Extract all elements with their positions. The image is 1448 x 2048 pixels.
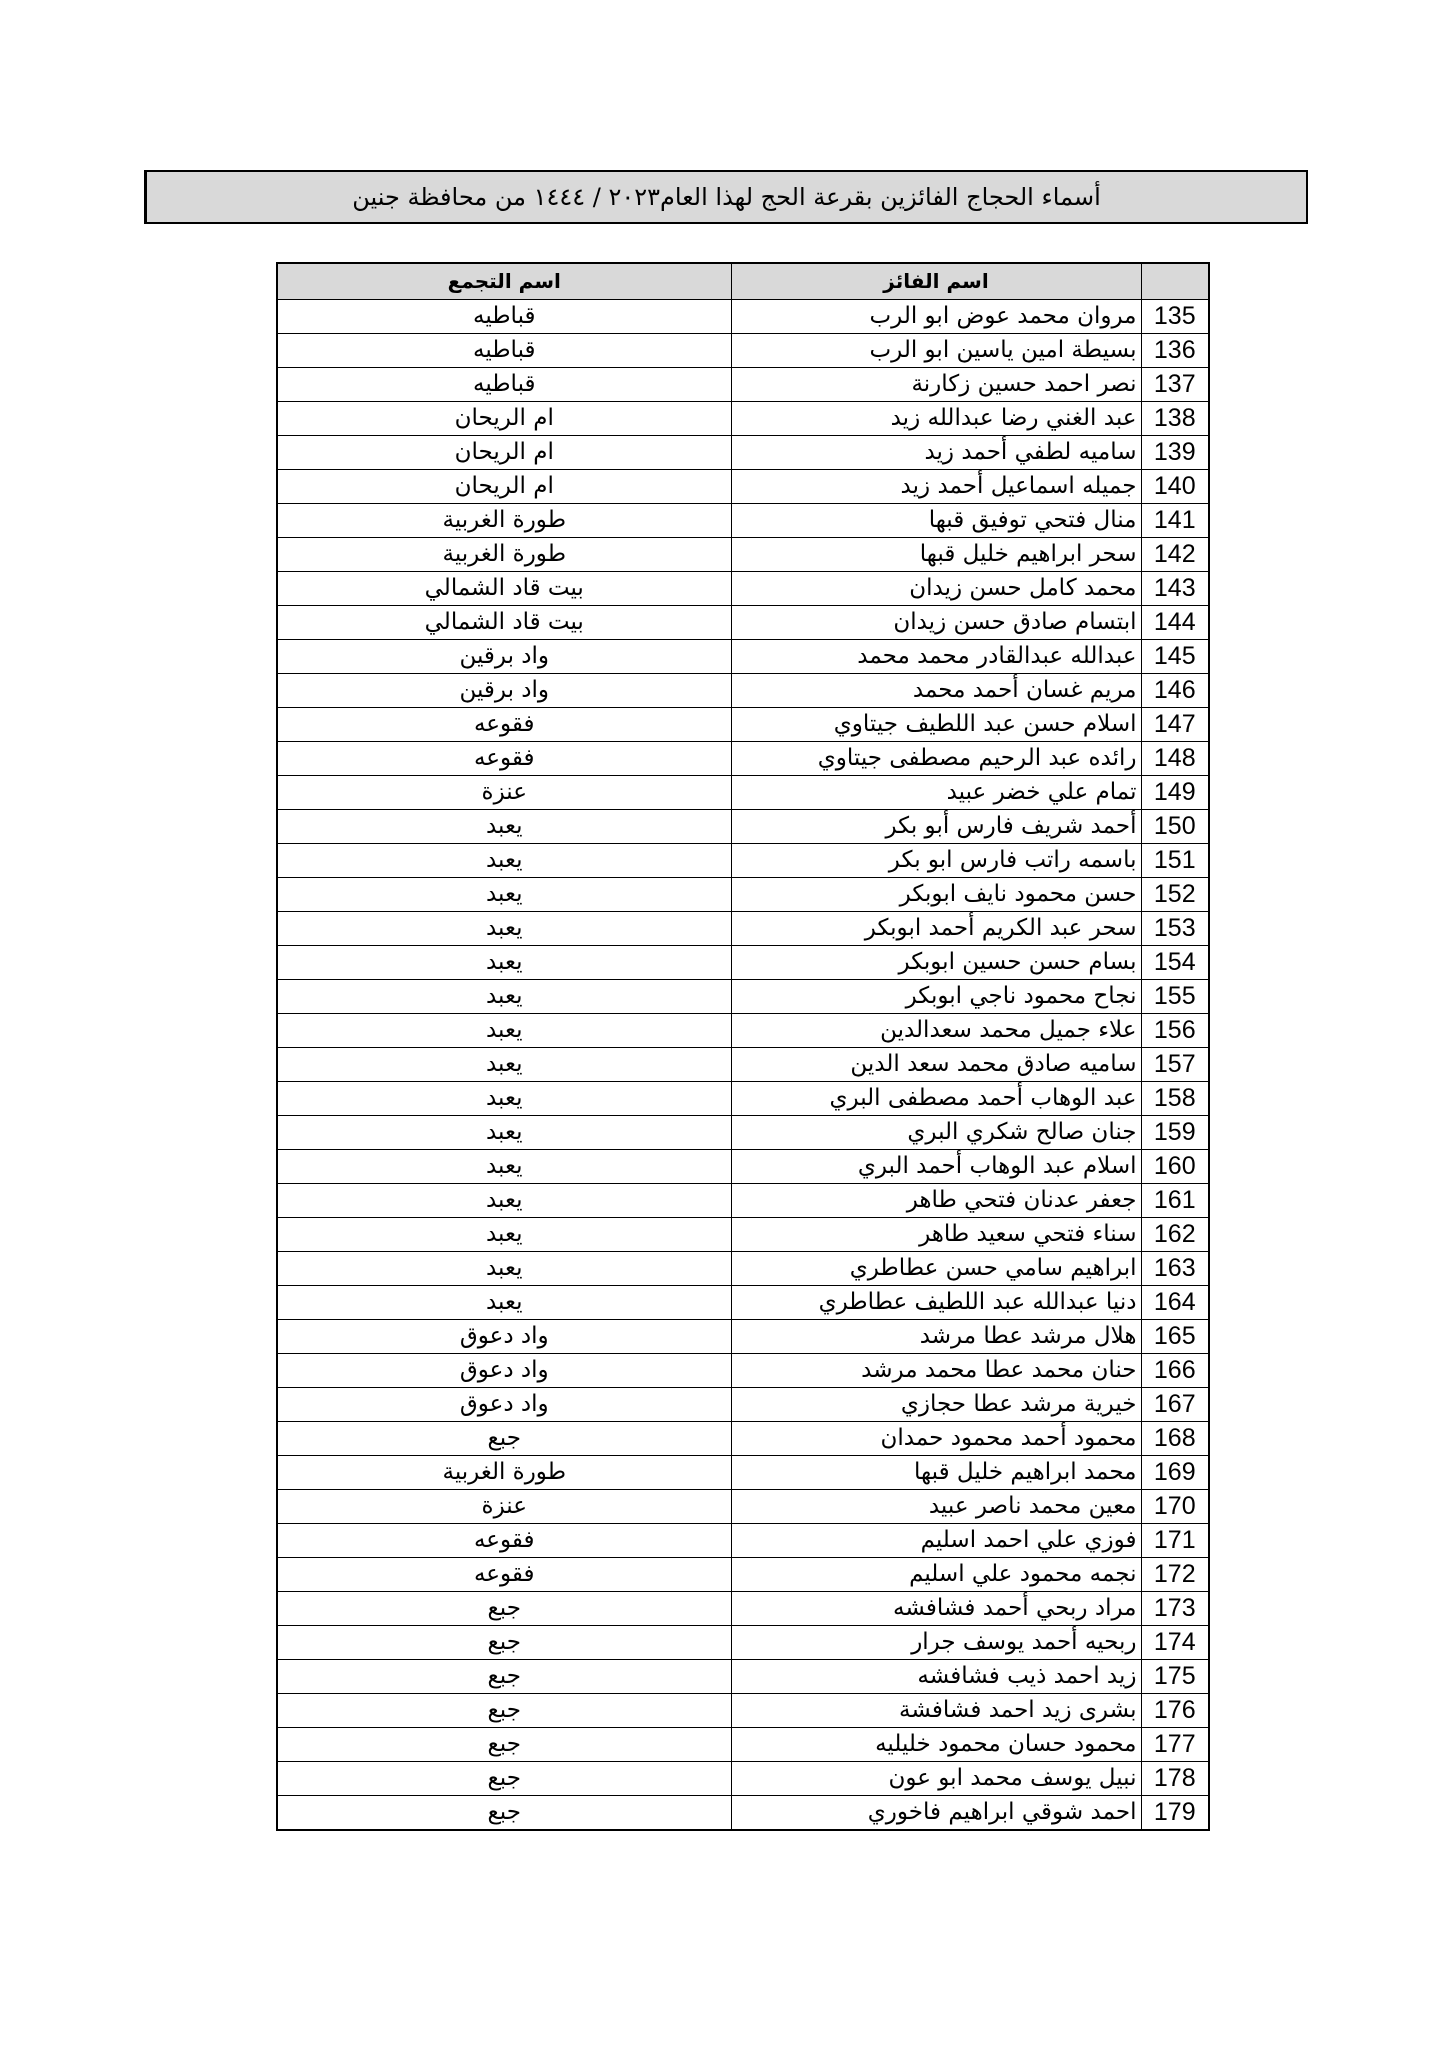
group-name: يعبد: [277, 1149, 731, 1183]
table-row: [277, 1319, 1209, 1353]
winner-name: محمد كامل حسن زيدان: [731, 571, 1141, 605]
group-name: فقوعه: [277, 741, 731, 775]
table-row: [277, 1387, 1209, 1421]
group-name: قباطيه: [277, 299, 731, 333]
table-row: [277, 1047, 1209, 1081]
table-row: [277, 911, 1209, 945]
table-row: [277, 639, 1209, 673]
winner-name: اسلام حسن عبد اللطيف جيتاوي: [731, 707, 1141, 741]
winner-name: نجاح محمود ناجي ابوبكر: [731, 979, 1141, 1013]
row-number: 173: [1141, 1591, 1209, 1625]
row-number: 140: [1141, 469, 1209, 503]
row-number: 154: [1141, 945, 1209, 979]
group-name: فقوعه: [277, 1523, 731, 1557]
winner-name: علاء جميل محمد سعدالدين: [731, 1013, 1141, 1047]
winner-name: تمام علي خضر عبيد: [731, 775, 1141, 809]
header-group: اسم التجمع: [277, 263, 731, 299]
winner-name: عبد الوهاب أحمد مصطفى البري: [731, 1081, 1141, 1115]
group-name: بيت قاد الشمالي: [277, 571, 731, 605]
table-row: [277, 1591, 1209, 1625]
table-row: [277, 571, 1209, 605]
group-name: ام الريحان: [277, 435, 731, 469]
table-row: [277, 1795, 1209, 1830]
winner-name: دنيا عبدالله عبد اللطيف عطاطري: [731, 1285, 1141, 1319]
group-name: بيت قاد الشمالي: [277, 605, 731, 639]
table-header: [277, 263, 1209, 299]
group-name: ام الريحان: [277, 401, 731, 435]
row-number: 164: [1141, 1285, 1209, 1319]
table-row: [277, 469, 1209, 503]
winner-name: نبيل يوسف محمد ابو عون: [731, 1761, 1141, 1795]
winner-name: فوزي علي احمد اسليم: [731, 1523, 1141, 1557]
table-row: [277, 1693, 1209, 1727]
group-name: طورة الغربية: [277, 503, 731, 537]
group-name: عنزة: [277, 1489, 731, 1523]
group-name: قباطيه: [277, 367, 731, 401]
table-row: [277, 1149, 1209, 1183]
winner-name: رائده عبد الرحيم مصطفى جيتاوي: [731, 741, 1141, 775]
row-number: 157: [1141, 1047, 1209, 1081]
winner-name: حسن محمود نايف ابوبكر: [731, 877, 1141, 911]
table-row: [277, 775, 1209, 809]
table-row: [277, 741, 1209, 775]
winner-name: ساميه لطفي أحمد زيد: [731, 435, 1141, 469]
table-row: [277, 979, 1209, 1013]
group-name: يعبد: [277, 1047, 731, 1081]
table-row: [277, 1251, 1209, 1285]
group-name: يعبد: [277, 1251, 731, 1285]
winner-name: سحر عبد الكريم أحمد ابوبكر: [731, 911, 1141, 945]
row-number: 145: [1141, 639, 1209, 673]
row-number: 141: [1141, 503, 1209, 537]
table-row: [277, 945, 1209, 979]
group-name: واد دعوق: [277, 1319, 731, 1353]
winner-name: منال فتحي توفيق قبها: [731, 503, 1141, 537]
group-name: جبع: [277, 1761, 731, 1795]
group-name: يعبد: [277, 809, 731, 843]
winner-name: نصر احمد حسين زكارنة: [731, 367, 1141, 401]
table-row: [277, 707, 1209, 741]
winner-name: هلال مرشد عطا مرشد: [731, 1319, 1141, 1353]
winner-name: احمد شوقي ابراهيم فاخوري: [731, 1795, 1141, 1830]
winner-name: محمود أحمد محمود حمدان: [731, 1421, 1141, 1455]
row-number: 172: [1141, 1557, 1209, 1591]
winner-name: سناء فتحي سعيد طاهر: [731, 1217, 1141, 1251]
group-name: واد برقين: [277, 639, 731, 673]
row-number: 162: [1141, 1217, 1209, 1251]
group-name: جبع: [277, 1795, 731, 1830]
group-name: يعبد: [277, 1115, 731, 1149]
table-row: [277, 1183, 1209, 1217]
group-name: يعبد: [277, 911, 731, 945]
row-number: 161: [1141, 1183, 1209, 1217]
group-name: واد دعوق: [277, 1353, 731, 1387]
table-body: [277, 299, 1209, 1830]
group-name: عنزة: [277, 775, 731, 809]
row-number: 166: [1141, 1353, 1209, 1387]
table-row: [277, 1421, 1209, 1455]
row-number: 147: [1141, 707, 1209, 741]
row-number: 165: [1141, 1319, 1209, 1353]
group-name: فقوعه: [277, 1557, 731, 1591]
table-row: [277, 673, 1209, 707]
group-name: يعبد: [277, 1285, 731, 1319]
group-name: ام الريحان: [277, 469, 731, 503]
table-row: [277, 1013, 1209, 1047]
header-number: [1141, 263, 1209, 299]
row-number: 179: [1141, 1795, 1209, 1830]
winner-name: ابتسام صادق حسن زيدان: [731, 605, 1141, 639]
winner-name: مروان محمد عوض ابو الرب: [731, 299, 1141, 333]
table-row: [277, 809, 1209, 843]
row-number: 175: [1141, 1659, 1209, 1693]
row-number: 174: [1141, 1625, 1209, 1659]
winner-name: زيد احمد ذيب فشافشه: [731, 1659, 1141, 1693]
winner-name: مريم غسان أحمد محمد: [731, 673, 1141, 707]
document-title-box: [144, 170, 1308, 224]
row-number: 177: [1141, 1727, 1209, 1761]
table-row: [277, 333, 1209, 367]
winner-name: جنان صالح شكري البري: [731, 1115, 1141, 1149]
winner-name: ساميه صادق محمد سعد الدين: [731, 1047, 1141, 1081]
table-row: [277, 1761, 1209, 1795]
group-name: طورة الغربية: [277, 1455, 731, 1489]
group-name: قباطيه: [277, 333, 731, 367]
group-name: يعبد: [277, 1217, 731, 1251]
group-name: يعبد: [277, 979, 731, 1013]
winner-name: محمود حسان محمود خليليه: [731, 1727, 1141, 1761]
group-name: طورة الغربية: [277, 537, 731, 571]
row-number: 167: [1141, 1387, 1209, 1421]
winner-name: بسام حسن حسين ابوبكر: [731, 945, 1141, 979]
winner-name: أحمد شريف فارس أبو بكر: [731, 809, 1141, 843]
winner-name: بسيطة امين ياسين ابو الرب: [731, 333, 1141, 367]
row-number: 169: [1141, 1455, 1209, 1489]
table-row: [277, 1081, 1209, 1115]
row-number: 159: [1141, 1115, 1209, 1149]
header-row: [277, 263, 1209, 299]
winner-name: باسمه راتب فارس ابو بكر: [731, 843, 1141, 877]
document-title: أسماء الحجاج الفائزين بقرعة الحج لهذا العام٢٠٢٣ / ١٤٤٤ من محافظة جنين: [352, 183, 1101, 211]
group-name: يعبد: [277, 877, 731, 911]
winner-name: بشرى زيد احمد فشافشة: [731, 1693, 1141, 1727]
row-number: 163: [1141, 1251, 1209, 1285]
row-number: 155: [1141, 979, 1209, 1013]
group-name: جبع: [277, 1659, 731, 1693]
row-number: 152: [1141, 877, 1209, 911]
table-row: [277, 401, 1209, 435]
group-name: يعبد: [277, 843, 731, 877]
table-row: [277, 537, 1209, 571]
table-row: [277, 299, 1209, 333]
row-number: 137: [1141, 367, 1209, 401]
winner-name: عبدالله عبدالقادر محمد محمد: [731, 639, 1141, 673]
table-row: [277, 1523, 1209, 1557]
group-name: جبع: [277, 1421, 731, 1455]
winner-name: مراد ربحي أحمد فشافشه: [731, 1591, 1141, 1625]
row-number: 149: [1141, 775, 1209, 809]
group-name: يعبد: [277, 1081, 731, 1115]
winner-name: سحر ابراهيم خليل قبها: [731, 537, 1141, 571]
table-row: [277, 877, 1209, 911]
table-row: [277, 1285, 1209, 1319]
table-row: [277, 1727, 1209, 1761]
table-row: [277, 1625, 1209, 1659]
group-name: جبع: [277, 1625, 731, 1659]
row-number: 158: [1141, 1081, 1209, 1115]
winner-name: ربحيه أحمد يوسف جرار: [731, 1625, 1141, 1659]
group-name: فقوعه: [277, 707, 731, 741]
row-number: 143: [1141, 571, 1209, 605]
group-name: جبع: [277, 1591, 731, 1625]
table-row: [277, 1557, 1209, 1591]
winner-name: ابراهيم سامي حسن عطاطري: [731, 1251, 1141, 1285]
header-name: اسم الفائز: [731, 263, 1141, 299]
row-number: 146: [1141, 673, 1209, 707]
row-number: 153: [1141, 911, 1209, 945]
row-number: 136: [1141, 333, 1209, 367]
table-row: [277, 435, 1209, 469]
row-number: 176: [1141, 1693, 1209, 1727]
row-number: 178: [1141, 1761, 1209, 1795]
winner-name: نجمه محمود علي اسليم: [731, 1557, 1141, 1591]
group-name: يعبد: [277, 945, 731, 979]
row-number: 160: [1141, 1149, 1209, 1183]
table-row: [277, 605, 1209, 639]
table-row: [277, 503, 1209, 537]
row-number: 170: [1141, 1489, 1209, 1523]
group-name: يعبد: [277, 1183, 731, 1217]
winner-name: خيرية مرشد عطا حجازي: [731, 1387, 1141, 1421]
table-row: [277, 367, 1209, 401]
table-row: [277, 1489, 1209, 1523]
row-number: 138: [1141, 401, 1209, 435]
row-number: 142: [1141, 537, 1209, 571]
group-name: واد برقين: [277, 673, 731, 707]
winner-name: محمد ابراهيم خليل قبها: [731, 1455, 1141, 1489]
winner-name: حنان محمد عطا محمد مرشد: [731, 1353, 1141, 1387]
group-name: واد دعوق: [277, 1387, 731, 1421]
winner-name: جميله اسماعيل أحمد زيد: [731, 469, 1141, 503]
table-row: [277, 1455, 1209, 1489]
row-number: 171: [1141, 1523, 1209, 1557]
group-name: يعبد: [277, 1013, 731, 1047]
row-number: 150: [1141, 809, 1209, 843]
table-row: [277, 1217, 1209, 1251]
winner-name: جعفر عدنان فتحي طاهر: [731, 1183, 1141, 1217]
row-number: 135: [1141, 299, 1209, 333]
table-row: [277, 843, 1209, 877]
row-number: 156: [1141, 1013, 1209, 1047]
row-number: 168: [1141, 1421, 1209, 1455]
row-number: 139: [1141, 435, 1209, 469]
winners-table: [276, 262, 1210, 1831]
winner-name: عبد الغني رضا عبدالله زيد: [731, 401, 1141, 435]
winner-name: معين محمد ناصر عبيد: [731, 1489, 1141, 1523]
row-number: 148: [1141, 741, 1209, 775]
winner-name: اسلام عبد الوهاب أحمد البري: [731, 1149, 1141, 1183]
table-row: [277, 1353, 1209, 1387]
row-number: 144: [1141, 605, 1209, 639]
group-name: جبع: [277, 1727, 731, 1761]
table-row: [277, 1115, 1209, 1149]
row-number: 151: [1141, 843, 1209, 877]
table-row: [277, 1659, 1209, 1693]
group-name: جبع: [277, 1693, 731, 1727]
